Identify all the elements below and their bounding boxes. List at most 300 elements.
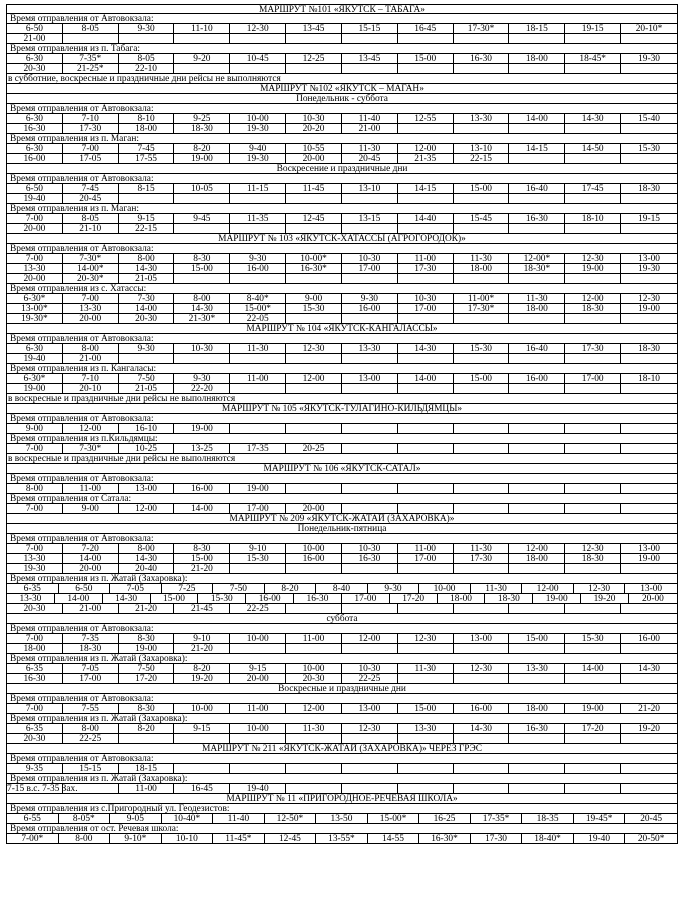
route-heading-row (7, 524, 677, 534)
departure-time-cell: 17-30 (565, 344, 621, 353)
departure-time-cell (454, 444, 510, 453)
departure-time-cell: 13-00 (638, 543, 660, 554)
departure-time-cell: 15-30 (286, 304, 342, 313)
departure-time-cell: 11-40 (213, 814, 265, 823)
departure-label: Время отправления из п. Маган: (10, 133, 139, 144)
departure-time-cell (230, 764, 286, 773)
times-row (7, 354, 677, 364)
departure-time-cell: 8-05* (59, 814, 111, 823)
route-heading-row (7, 234, 677, 244)
departure-time-cell: 11-40 (342, 114, 398, 123)
departure-time-cell: 12-30 (230, 24, 286, 33)
departure-time-cell: 15-00 (454, 374, 510, 383)
departure-label: Время отправления от Сатала: (10, 493, 132, 504)
times-row (7, 54, 677, 64)
departure-time-cell: 22-05 (230, 314, 286, 323)
departure-time-cell (565, 34, 621, 43)
departure-time-cell (621, 274, 677, 283)
departure-time-cell: 15-00 (398, 54, 454, 63)
departure-time-cell: 9-30 (119, 24, 175, 33)
departure-time-cell: 8-20 (174, 664, 230, 673)
times-row (7, 274, 677, 284)
departure-time-cell: 17-30 (454, 554, 510, 563)
departure-time-cell: 15-45 (454, 214, 510, 223)
times-row (7, 724, 677, 734)
departure-time-cell: 13-00 (342, 374, 398, 383)
times-row (7, 704, 677, 714)
departure-time-cell: 18-35 (522, 814, 574, 823)
departure-time-cell: 18-00 (7, 644, 63, 653)
departure-time-cell (230, 64, 286, 73)
departure-time-cell: 13-00 (454, 634, 510, 643)
departure-label: Время отправления от ост. Речевая школа: (10, 823, 179, 834)
departure-time-cell (565, 764, 621, 773)
times-row (7, 264, 677, 274)
departure-time-cell (454, 644, 510, 653)
departure-time-cell: 12-25 (286, 54, 342, 63)
departure-time-cell: 8-05 (63, 24, 119, 33)
departure-time-cell: 17-45 (565, 184, 621, 193)
departure-time-cell: 21-10 (63, 224, 119, 233)
departure-time-cell (230, 564, 286, 573)
departure-time-cell: 10-30 (342, 664, 398, 673)
departure-time-cell: 9-05 (110, 814, 162, 823)
route-heading: Понедельник-пятница (297, 523, 387, 534)
departure-time-cell: 15-00 (509, 634, 565, 643)
times-row (7, 374, 677, 384)
departure-label: Время отправления из с. Хатассы: (10, 283, 147, 294)
departure-time-cell (565, 644, 621, 653)
departure-time-cell (509, 674, 565, 683)
departure-time-cell: 13-00 (119, 484, 175, 493)
departure-time-cell: 21-45 (174, 604, 230, 613)
departure-time-cell: 14-40 (398, 214, 454, 223)
departure-time-cell: 10-00 (230, 114, 286, 123)
departure-time-cell: 9-35 (7, 764, 63, 773)
departure-time-cell: 20-00 (230, 674, 286, 683)
departure-time-cell: 20-30 (7, 64, 63, 73)
departure-time-cell: 15-30 (198, 594, 246, 603)
departure-time-cell: 19-30 (230, 124, 286, 133)
times-row (7, 384, 677, 394)
departure-time-cell: 21-30* (174, 314, 230, 323)
departure-time-cell: 20-45 (63, 194, 119, 203)
departure-time-cell: 13-55* (316, 834, 368, 843)
departure-time-cell (398, 34, 454, 43)
departure-time-cell (509, 124, 565, 133)
departure-time-cell: 8-20 (119, 724, 175, 733)
departure-time-cell: 19-00 (638, 553, 660, 564)
departure-time-cell (398, 444, 454, 453)
departure-time-cell: 12-30 (398, 634, 454, 643)
departure-time-cell: 13-30 (454, 114, 510, 123)
departure-time-cell: 14-00 (509, 114, 565, 123)
departure-time-cell: 17-00 (230, 504, 286, 513)
departure-time-cell: 18-30 (638, 183, 660, 194)
departure-time-cell: 11-30 (230, 344, 286, 353)
departure-time-cell: 12-00 (63, 424, 119, 433)
departure-time-cell (621, 154, 677, 163)
departure-time-cell: 18-45* (565, 54, 621, 63)
departure-time-cell: 14-30 (398, 344, 454, 353)
departure-time-cell (342, 194, 398, 203)
departure-time-cell: 16-30 (454, 54, 510, 63)
departure-time-cell (454, 274, 510, 283)
times-row (7, 674, 677, 684)
departure-time-cell: 21-25* (63, 64, 119, 73)
times-row (7, 594, 677, 604)
departure-time-cell (342, 784, 398, 793)
departure-time-cell: 16-25 (419, 814, 471, 823)
times-row (7, 554, 677, 564)
departure-time-cell: 12-50* (265, 814, 317, 823)
departure-time-cell: 16-00 (454, 704, 510, 713)
departure-time-cell: 10-30 (342, 254, 398, 263)
departure-time-cell (454, 384, 510, 393)
departure-time-cell: 11-00 (286, 634, 342, 643)
departure-time-cell (621, 224, 677, 233)
departure-time-cell: 12-45 (265, 834, 317, 843)
departure-time-cell (621, 314, 677, 323)
departure-time-cell: 11-10 (174, 24, 230, 33)
departure-time-cell (342, 354, 398, 363)
departure-time-cell: 21-00 (63, 604, 119, 613)
departure-time-cell: 15-30 (565, 634, 621, 643)
departure-time-cell: 19-20 (174, 674, 230, 683)
departure-time-cell: 13-25 (174, 444, 230, 453)
departure-time-cell: 13-30 (7, 264, 63, 273)
departure-label: Время отправления от Автовокзала: (10, 533, 154, 544)
route-heading: МАРШРУТ № 11 «ПРИГОРОДНОЕ-РЕЧЕВАЯ ШКОЛА» (226, 793, 458, 804)
departure-time-cell (454, 484, 510, 493)
departure-time-cell (509, 194, 565, 203)
departure-label: Время отправления из п. Кангаласы: (10, 363, 157, 374)
departure-time-cell (230, 424, 286, 433)
departure-time-cell: 7-50 (119, 374, 175, 383)
departure-time-cell: 17-00 (398, 304, 454, 313)
departure-time-cell: 13-00 (638, 253, 660, 264)
departure-label: Время отправления от Автовокзала: (10, 103, 154, 114)
departure-time-cell: 20-30 (119, 314, 175, 323)
departure-time-cell: 18-40* (522, 834, 574, 843)
departure-time-cell: 14-00 (63, 554, 119, 563)
departure-label-row (7, 134, 677, 144)
departure-time-cell: 10-30 (286, 114, 342, 123)
departure-label-row (7, 754, 677, 764)
departure-time-cell: 15-40 (638, 113, 660, 124)
departure-time-cell (119, 734, 175, 743)
departure-time-cell: 7-00 (7, 444, 63, 453)
times-row (7, 504, 677, 514)
route-heading-row (7, 794, 677, 804)
times-row (7, 34, 677, 44)
departure-time-cell (398, 194, 454, 203)
departure-time-cell (509, 484, 565, 493)
departure-time-cell (621, 64, 677, 73)
departure-time-cell: 19-00 (533, 594, 581, 603)
departure-time-cell: 10-00 (230, 634, 286, 643)
departure-time-cell: 11-00 (63, 484, 119, 493)
note-row (7, 74, 677, 84)
departure-time-cell (454, 764, 510, 773)
departure-time-cell: 20-30 (286, 674, 342, 683)
departure-time-cell: 12-00 (509, 544, 565, 553)
departure-time-cell: 9-45 (174, 214, 230, 223)
departure-time-cell: 17-00 (63, 674, 119, 683)
departure-time-cell: 9-30 (119, 344, 175, 353)
departure-label: Время отправления от Автовокзала: (10, 413, 154, 424)
departure-label: Время отправления из п. Жатай (Захаровка): (10, 773, 188, 784)
departure-time-cell: 21-20 (119, 604, 175, 613)
departure-time-cell (565, 504, 621, 513)
departure-time-cell: 6-30* (7, 294, 63, 303)
departure-time-cell: 22-25 (342, 674, 398, 683)
departure-time-cell: 19-15 (565, 24, 621, 33)
departure-time-cell (230, 34, 286, 43)
departure-time-cell: 19-00 (119, 644, 175, 653)
departure-time-cell (230, 224, 286, 233)
departure-label: Время отправления от Автовокзала: (10, 753, 154, 764)
departure-time-cell (286, 734, 342, 743)
departure-time-cell (398, 504, 454, 513)
times-row (7, 114, 677, 124)
departure-time-cell: 16-00 (7, 154, 63, 163)
departure-time-cell: 10-55 (286, 144, 342, 153)
departure-time-cell: 10-00* (286, 254, 342, 263)
times-row (7, 564, 677, 574)
departure-time-cell: 11-00 (119, 784, 175, 793)
times-row (7, 664, 677, 674)
departure-time-cell (454, 64, 510, 73)
departure-time-cell: 11-00 (398, 254, 454, 263)
departure-time-cell: 6-35 (7, 584, 59, 593)
departure-time-cell: 18-30 (63, 644, 119, 653)
route-heading: Воскресные и праздничные дни (278, 683, 406, 694)
route-heading: суббота (326, 613, 358, 624)
departure-time-cell: 15-30 (454, 344, 510, 353)
departure-time-cell (174, 764, 230, 773)
departure-time-cell: 14-30 (565, 114, 621, 123)
departure-time-cell (621, 784, 677, 793)
route-heading-row (7, 514, 677, 524)
departure-time-cell (342, 644, 398, 653)
departure-time-cell: 15-15 (342, 24, 398, 33)
departure-time-cell: 6-35 (7, 724, 63, 733)
departure-time-cell: 20-10 (63, 384, 119, 393)
departure-label: Время отправления из п. Табага: (10, 43, 141, 54)
departure-time-cell: 13-00 (640, 583, 663, 594)
departure-time-cell (509, 644, 565, 653)
departure-time-cell: 13-30 (342, 344, 398, 353)
departure-time-cell: 14-30 (119, 264, 175, 273)
departure-time-cell (621, 764, 677, 773)
departure-time-cell: 19-30 (230, 154, 286, 163)
departure-time-cell: 8-05 (119, 54, 175, 63)
departure-time-cell (454, 564, 510, 573)
route-heading-row (7, 84, 677, 94)
departure-time-cell: 8-10 (119, 114, 175, 123)
departure-time-cell: 7-05 (110, 584, 162, 593)
departure-time-cell: 19-00 (638, 303, 660, 314)
departure-time-cell: 15-00* (230, 304, 286, 313)
departure-time-cell: 20-00 (7, 224, 63, 233)
departure-time-cell: 18-00 (509, 704, 565, 713)
departure-time-cell: 7-00 (7, 254, 63, 263)
departure-time-cell (454, 734, 510, 743)
departure-time-cell: 12-30 (565, 544, 621, 553)
departure-time-cell: 13-00* (7, 304, 63, 313)
departure-time-cell (342, 384, 398, 393)
route-heading: Воскресение и праздничные дни (276, 163, 408, 174)
departure-time-cell: 14-30 (454, 724, 510, 733)
departure-time-cell: 9-15 (119, 214, 175, 223)
departure-time-cell: 7-00 (63, 294, 119, 303)
departure-time-cell (398, 64, 454, 73)
departure-time-cell: 16-00 (638, 633, 660, 644)
departure-time-cell: 16-30* (286, 264, 342, 273)
route-heading: МАРШРУТ № 103 «ЯКУТСК-ХАТАССЫ (АГРОГОРОДОК)» (218, 233, 466, 244)
departure-time-cell: 20-30 (7, 604, 63, 613)
departure-time-cell: 16-00 (246, 594, 294, 603)
departure-time-cell: 14-00 (565, 664, 621, 673)
departure-time-cell: 8-40* (230, 294, 286, 303)
departure-time-cell: 14-55 (368, 834, 420, 843)
departure-time-cell: 10-00 (286, 544, 342, 553)
departure-time-cell: 17-30 (63, 124, 119, 133)
departure-time-cell: 11-45* (213, 834, 265, 843)
departure-time-cell: 22-20 (174, 384, 230, 393)
departure-time-cell (342, 314, 398, 323)
departure-time-cell (509, 314, 565, 323)
schedule-note: в субботние, воскресные и праздничные дни рейсы не выполняются (8, 73, 281, 84)
departure-label: Время отправления из п. Жатай (Захаровка): (10, 653, 188, 664)
departure-time-cell: 10-30 (174, 344, 230, 353)
departure-time-cell (230, 734, 286, 743)
departure-time-cell (230, 644, 286, 653)
departure-time-cell (509, 34, 565, 43)
departure-time-cell (454, 784, 510, 793)
departure-time-cell: 16-10 (119, 424, 175, 433)
departure-time-cell: 19-00 (230, 484, 286, 493)
departure-time-cell: 19-40 (7, 354, 63, 363)
departure-time-cell (621, 484, 677, 493)
departure-label-row (7, 714, 677, 724)
departure-time-cell: 12-55 (398, 114, 454, 123)
departure-time-cell (174, 354, 230, 363)
departure-time-cell: 6-50 (7, 184, 63, 193)
departure-time-cell: 7-00 (7, 704, 63, 713)
departure-time-cell (621, 384, 677, 393)
departure-time-cell (509, 384, 565, 393)
departure-time-cell: 17-30 (398, 264, 454, 273)
departure-time-cell: 10-00 (419, 584, 471, 593)
departure-time-cell: 19-40 (7, 194, 63, 203)
departure-time-cell (509, 64, 565, 73)
departure-time-cell (342, 444, 398, 453)
times-row (7, 154, 677, 164)
departure-label-row (7, 654, 677, 664)
departure-time-cell (565, 564, 621, 573)
departure-time-cell: 17-55 (119, 154, 175, 163)
departure-time-cell: 6-50 (59, 584, 111, 593)
departure-time-cell: 8-00 (119, 544, 175, 553)
departure-time-cell: 21-20 (174, 644, 230, 653)
departure-time-cell: 12-45 (286, 214, 342, 223)
departure-time-cell: 14-00 (174, 504, 230, 513)
departure-time-cell: 6-50 (7, 24, 63, 33)
departure-time-cell: 8-00 (119, 254, 175, 263)
timetable-document (6, 4, 678, 844)
departure-time-cell: 18-30* (509, 264, 565, 273)
departure-time-cell (621, 674, 677, 683)
times-row (7, 144, 677, 154)
departure-time-cell: 12-00 (398, 144, 454, 153)
route-heading-row (7, 164, 677, 174)
departure-time-cell (286, 354, 342, 363)
departure-label-row (7, 534, 677, 544)
departure-time-cell: 17-00 (398, 554, 454, 563)
departure-time-cell (286, 274, 342, 283)
departure-time-cell (174, 734, 230, 743)
departure-time-cell: 11-30 (286, 724, 342, 733)
departure-time-cell: 15-00 (454, 184, 510, 193)
times-row (7, 64, 677, 74)
departure-time-cell: 14-00* (63, 264, 119, 273)
departure-time-cell (454, 504, 510, 513)
departure-time-cell: 6-30 (7, 114, 63, 123)
departure-time-cell: 13-30 (7, 594, 55, 603)
departure-time-cell: 9-40 (230, 144, 286, 153)
departure-time-cell: 6-30 (7, 144, 63, 153)
departure-time-cell: 8-05 (63, 214, 119, 223)
times-row (7, 814, 677, 824)
departure-time-cell (565, 784, 621, 793)
departure-label-row (7, 104, 677, 114)
departure-time-cell (565, 734, 621, 743)
departure-time-cell (565, 64, 621, 73)
departure-time-cell: 15-00 (151, 594, 199, 603)
departure-label-row (7, 434, 677, 444)
departure-time-cell: 20-25 (286, 444, 342, 453)
departure-time-cell: 14-30 (119, 554, 175, 563)
departure-label: Время отправления из с.Пригородный ул. Геодезистов: (10, 803, 230, 814)
departure-label-row (7, 364, 677, 374)
departure-time-cell: 20-10* (635, 23, 663, 34)
times-row (7, 124, 677, 134)
route-heading: МАРШРУТ № 106 «ЯКУТСК-САТАЛ» (263, 463, 421, 474)
departure-time-cell: 9-30 (174, 374, 230, 383)
departure-time-cell (230, 384, 286, 393)
departure-time-cell: 7-30 (119, 294, 175, 303)
departure-time-cell (230, 194, 286, 203)
departure-time-cell: 20-40 (119, 564, 175, 573)
departure-time-cell: 18-00 (509, 54, 565, 63)
departure-time-cell: 21-00 (342, 124, 398, 133)
departure-time-cell: 11-30 (398, 664, 454, 673)
departure-time-cell (565, 484, 621, 493)
departure-time-cell (509, 604, 565, 613)
departure-time-cell: 7-20 (63, 544, 119, 553)
departure-time-cell: 7-30* (63, 254, 119, 263)
departure-time-cell: 17-35 (230, 444, 286, 453)
departure-time-cell: 13-45 (342, 54, 398, 63)
departure-label-row (7, 284, 677, 294)
departure-time-cell: 13-10 (454, 144, 510, 153)
departure-time-cell: 22-15 (119, 224, 175, 233)
departure-time-cell (286, 34, 342, 43)
departure-time-cell: 12-00 (342, 634, 398, 643)
departure-time-cell: 9-00 (63, 504, 119, 513)
